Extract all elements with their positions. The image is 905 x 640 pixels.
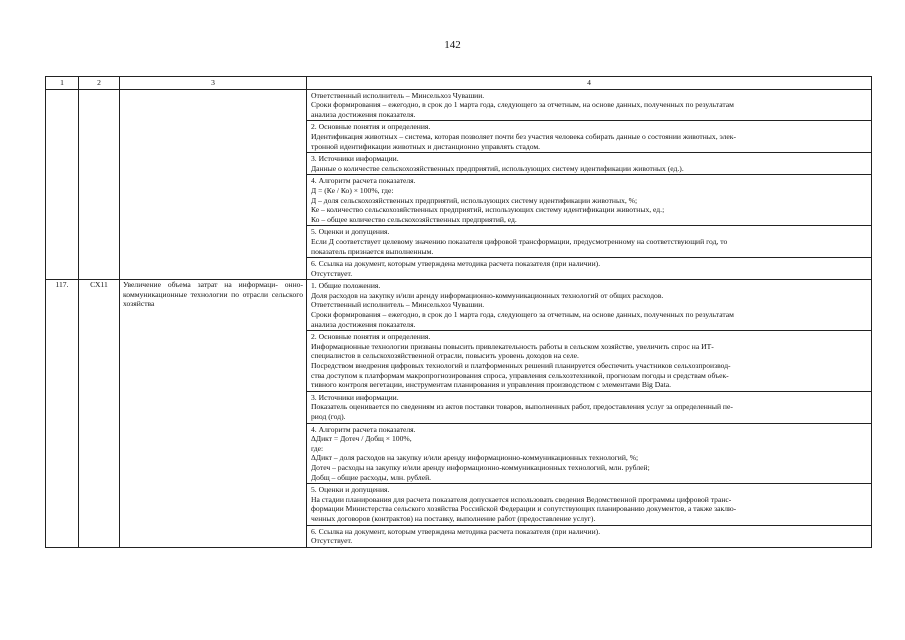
text-line: Д = (Ке / Ко) × 100%, где: [311, 185, 394, 195]
indicator-name [120, 89, 307, 280]
table-row [46, 89, 872, 280]
text-line: формации Министерства сельского хозяйства Российской Федерации и сопутствующих планированию документов, а также заклю- [311, 504, 737, 514]
indicator-code [79, 89, 120, 280]
text-line: анализа достижения показателя. [311, 319, 416, 329]
methodology-block [307, 483, 871, 524]
table-header-row [46, 77, 872, 90]
text-line: тивного контроля вегетации, инструментам планирования и управления производством с элементами Big Data. [311, 380, 671, 390]
text-line: Если Д соответствует целевому значению показателя цифровой трансформации, предусмотренному на соответствующий год, то [311, 236, 728, 246]
indicator-code: СХ11 [79, 280, 120, 547]
indicator-name: Увеличение объема затрат на информаци- онно-коммуникационные технологии по отрасли сельского хозяйства [120, 280, 307, 547]
methodology-cell [307, 89, 872, 280]
text-line: 3. Источники информации. [311, 154, 399, 164]
text-line: Добщ – общие расходы, млн. рублей. [311, 472, 432, 482]
text-line: риод (год). [311, 412, 346, 421]
row-number: 117. [46, 280, 79, 547]
methodology-block [307, 280, 871, 330]
column-header: 4 [307, 77, 872, 90]
text-line: 4. Алгоритм расчета показателя. [311, 176, 416, 186]
text-line: Ке – количество сельскохозяйственных предприятий, использующих систему идентификации животных, ед.; [311, 205, 665, 215]
methodology-block [307, 257, 871, 279]
text-line: Отсутствует. [311, 268, 353, 278]
text-line: Информационные технологии призваны повысить привлекательность работы в сельском хозяйстве, увеличить спрос на ИТ- [311, 341, 714, 351]
text-line: 6. Ссылка на документ, которым утверждена методика расчета показателя (при наличии). [311, 259, 601, 269]
methodology-block [307, 423, 871, 484]
text-line: 6. Ссылка на документ, которым утверждена методика расчета показателя (при наличии). [311, 526, 601, 536]
text-line: Посредством внедрения цифровых технологий и платформенных решений планируется обеспечить участников сельхозпроизвод- [311, 361, 731, 371]
text-line: Ко – общее количество сельскохозяйственных предприятий, ед. [311, 214, 517, 224]
text-line: Ответственный исполнитель – Минсельхоз Чувашии. [311, 90, 485, 100]
text-line: 1. Общие положения. [311, 281, 381, 291]
column-header: 2 [79, 77, 120, 90]
methodology-block [307, 525, 871, 547]
text-line: ства доступом к платформам макропрогнозирования спроса, управления сельхозтехникой, прогнозам погоды и средствам объек- [311, 370, 729, 380]
text-line: 3. Источники информации. [311, 392, 399, 402]
table-row [46, 280, 872, 547]
text-line: где: [311, 443, 324, 453]
text-line: тронной идентификации животных и дистанционно управлять стадом. [311, 141, 541, 151]
text-line: 5. Оценки и допущения. [311, 485, 390, 495]
text-line: Показатель оценивается по сведениям из актов поставки товаров, выполненных работ, предоставления услуг за определенный пе- [311, 402, 733, 412]
page-number: 142 [444, 39, 461, 51]
text-line: Данные о количестве сельскохозяйственных предприятий, использующих систему идентификации животных (ед.). [311, 163, 684, 173]
text-line: Ответственный исполнитель – Минсельхоз Чувашии. [311, 300, 485, 310]
row-number [46, 89, 79, 280]
methodology-block [307, 174, 871, 225]
text-line: На стадии планирования для расчета показателя допускается использовать сведения Ведомственной программы цифровой транс- [311, 494, 732, 504]
text-line: ченных договоров (контрактов) на поставку, выполнение работ (предоставление услуг). [311, 513, 596, 523]
methodology-block [307, 152, 871, 174]
methodology-block [307, 330, 871, 391]
column-header: 3 [120, 77, 307, 90]
text-line: ΔДикт – доля расходов на закупку и/или аренду информационно-коммуникационных технологий, %; [311, 453, 639, 463]
text-line: Сроки формирования – ежегодно, в срок до 1 марта года, следующего за отчетным, на основе данных, полученных по результатам [311, 100, 734, 110]
text-line: ΔДикт = Дотеч / Добщ × 100%, [311, 434, 412, 444]
text-line: специалистов в сельскохозяйственной отрасли, повысить уровень доходов на селе. [311, 351, 579, 361]
text-line: Д – доля сельскохозяйственных предприятий, использующих систему идентификации животных, %; [311, 195, 638, 205]
text-line: анализа достижения показателя. [311, 109, 416, 119]
text-line: Дотеч – расходы на закупку и/или аренду информационно-коммуникационных технологий, млн. рублей; [311, 462, 650, 472]
column-header: 1 [46, 77, 79, 90]
text-line: 2. Основные понятия и определения. [311, 332, 431, 342]
methodology-table [45, 76, 872, 548]
text-line: Доля расходов на закупку и/или аренду информационно-коммуникационных технологий от общих расходов. [311, 290, 664, 300]
methodology-block [307, 90, 871, 121]
methodology-block [307, 391, 871, 423]
text-line: Сроки формирования – ежегодно, в срок до 1 марта года, следующего за отчетным, на основе данных, полученных по результатам [311, 310, 734, 320]
text-line: Отсутствует. [311, 536, 353, 546]
text-line: 5. Оценки и допущения. [311, 227, 390, 237]
text-line: 2. Основные понятия и определения. [311, 122, 431, 132]
methodology-cell [307, 280, 872, 547]
text-line: Идентификация животных – система, которая позволяет почти без участия человека собирать данные о состоянии животных, элек- [311, 131, 736, 141]
methodology-block [307, 120, 871, 152]
text-line: 4. Алгоритм расчета показателя. [311, 424, 416, 434]
methodology-block [307, 225, 871, 257]
text-line: показатель признается выполненным. [311, 246, 434, 256]
